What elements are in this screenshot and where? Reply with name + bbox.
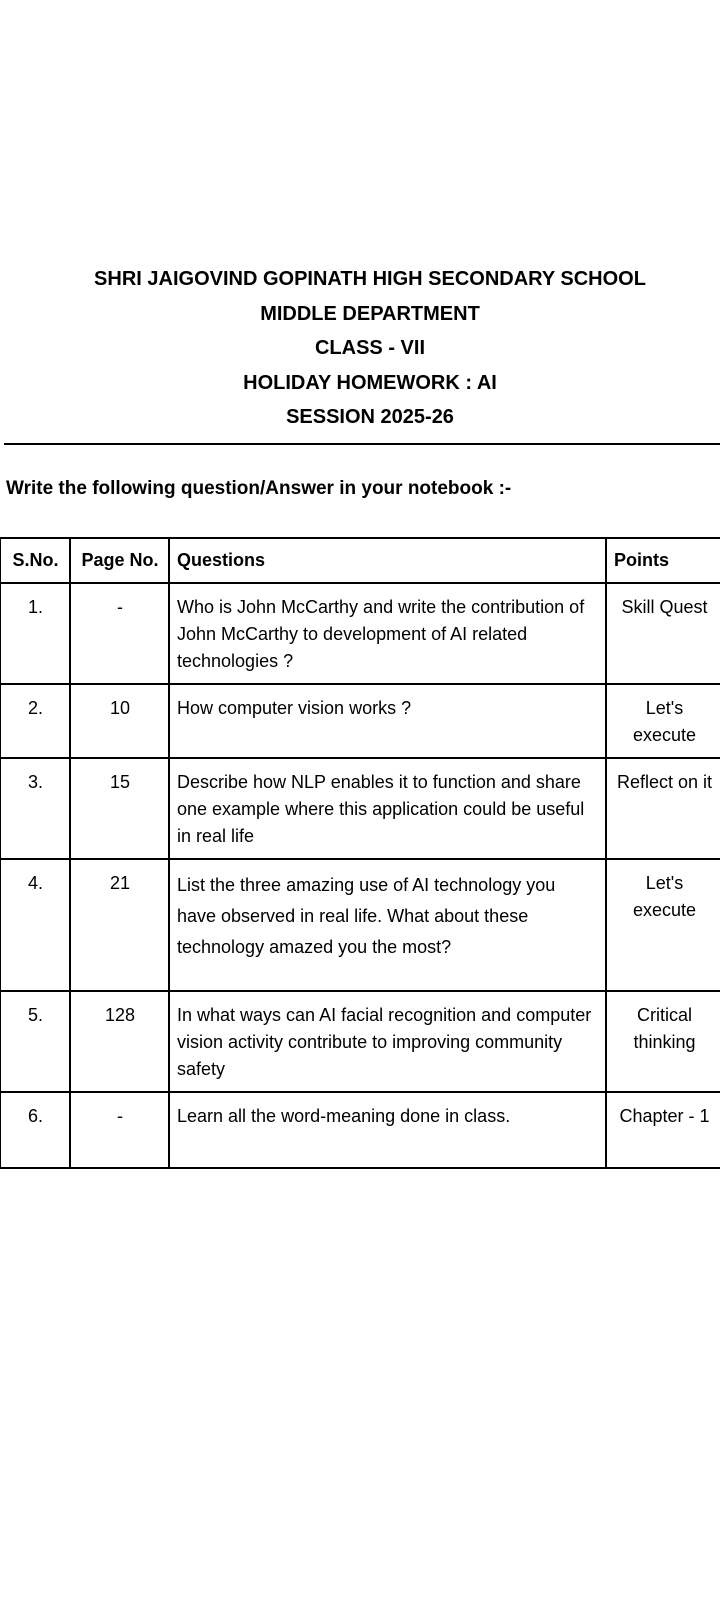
row-page: - [70,1092,169,1168]
row-points: Let's execute [606,684,720,758]
row-question: Describe how NLP enables it to function and share one example where this application could be useful in real life [169,758,606,859]
row-sno: 6. [0,1092,70,1168]
row-question: In what ways can AI facial recognition and computer vision activity contribute to improving community safety [169,991,606,1092]
row-page: 10 [70,684,169,758]
column-header-page: Page No. [70,538,169,583]
row-points: Chapter - 1 [606,1092,720,1168]
school-name: SHRI JAIGOVIND GOPINATH HIGH SECONDARY SCHOOL [94,268,646,290]
table-row [0,1092,720,1168]
class-label: CLASS - VII [314,337,425,359]
row-points: Reflect on it [606,758,720,859]
row-question: How computer vision works ? [169,684,606,758]
row-points: Skill Quest [606,583,720,684]
column-header-sno: S.No. [0,538,70,583]
department-name: MIDDLE DEPARTMENT [260,302,480,325]
row-question: Who is John McCarthy and write the contribution of John McCarthy to development of AI related technologies ? [169,583,606,684]
header-divider [4,443,720,445]
row-sno: 2. [0,684,70,758]
row-sno: 4. [0,859,70,991]
instruction-text: Write the following question/Answer in your notebook :- [6,478,512,499]
table-row [0,859,720,991]
table-row [0,991,720,1092]
homework-title: HOLIDAY HOMEWORK : AI [243,371,497,394]
row-sno: 3. [0,758,70,859]
table-row [0,583,720,684]
row-points: Critical thinking [606,991,720,1092]
table-row [0,758,720,859]
document-header [0,262,720,435]
column-header-questions: Questions [169,538,606,583]
row-sno: 5. [0,991,70,1092]
row-page: - [70,583,169,684]
row-question: List the three amazing use of AI technology you have observed in real life. What about these technology amazed you the most? [169,859,606,991]
row-question: Learn all the word-meaning done in class. [169,1092,606,1168]
row-points: Let's execute [606,859,720,991]
session-label: SESSION 2025-26 [286,406,454,428]
table-row [0,684,720,758]
row-page: 128 [70,991,169,1092]
row-page: 15 [70,758,169,859]
column-header-points: Points [606,538,720,583]
row-page: 21 [70,859,169,991]
row-sno: 1. [0,583,70,684]
table-header-row [0,538,720,583]
homework-table [0,537,720,1169]
